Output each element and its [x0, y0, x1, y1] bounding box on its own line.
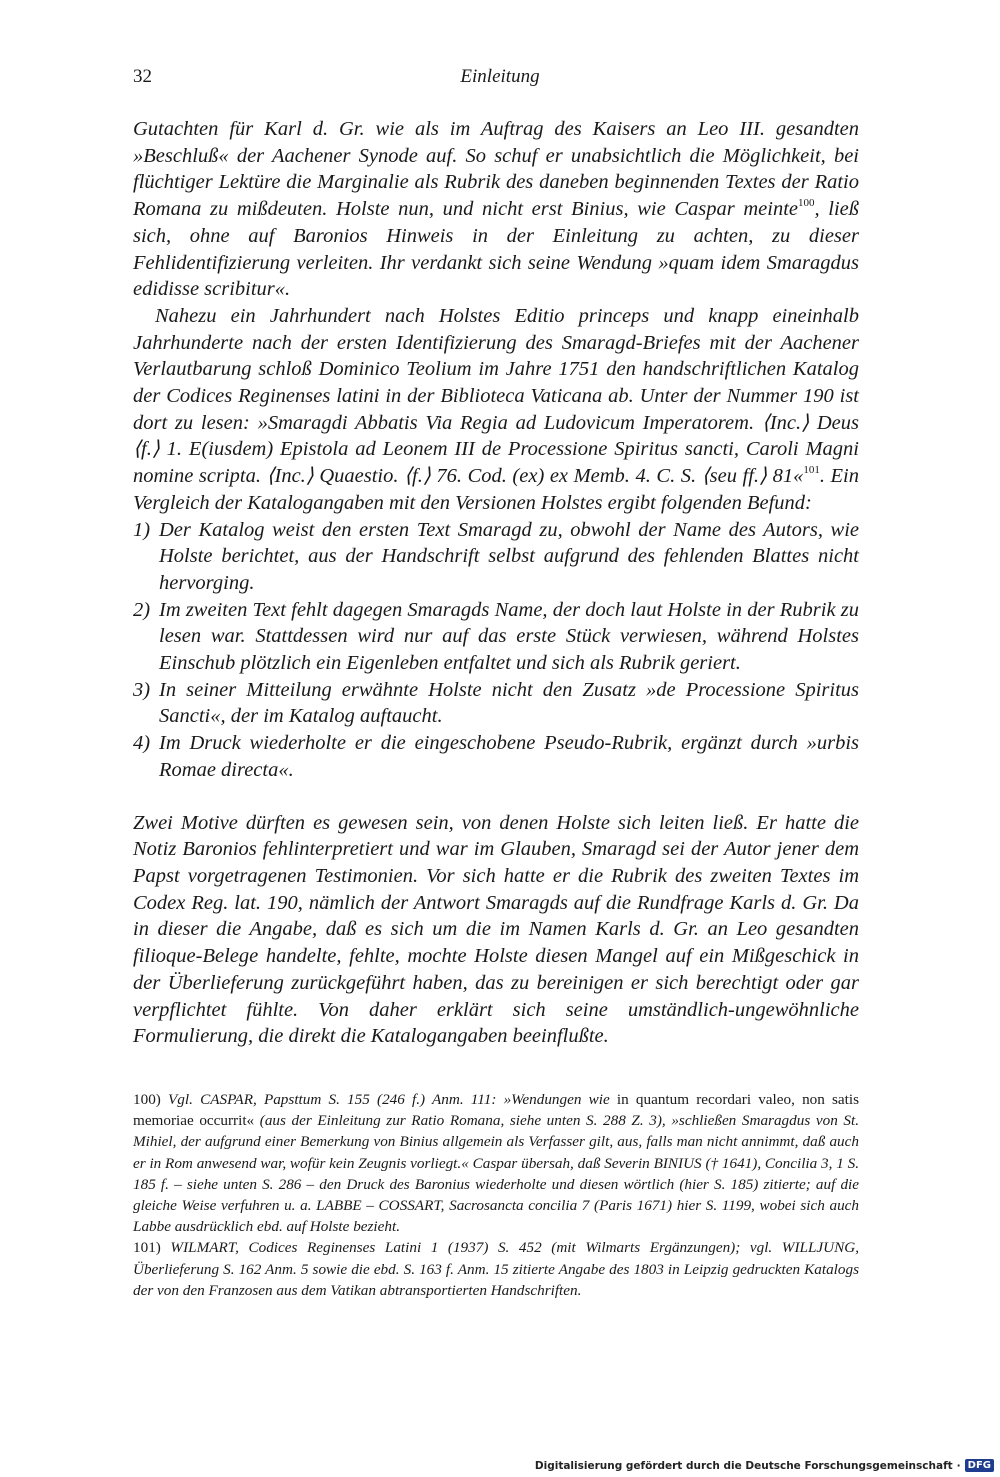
footnote-ref-101[interactable]: 101	[803, 464, 820, 477]
digitization-credit	[535, 1459, 994, 1472]
paragraph-1-text: Gutachten für Karl d. Gr. wie als im Auftrag des Kaisers an Leo III. gesandten »Beschluß« der Aachener Synode auf. So schuf er unabsichtlich die Möglichkeit, bei flüchtiger Lektüre die Marginalie als Rubrik des daneben beginnenden Textes der Ratio Romana zu mißdeuten. Holste nun, und nicht erst Binius, wie Caspar meinte	[133, 118, 859, 221]
list-item-text: Der Katalog weist den ersten Text Smaragd zu, obwohl der Name des Autors, wie Holste berichtet, aus der Handschrift selbst aufgrund des fehlenden Blattes nicht hervorging.	[159, 518, 859, 594]
dfg-logo: DFG	[965, 1459, 994, 1472]
list-item	[133, 730, 859, 783]
list-item-number: 1)	[133, 518, 151, 541]
page-number: 32	[133, 66, 152, 87]
findings-list	[133, 517, 859, 784]
footnote-100	[133, 1089, 859, 1237]
credit-text: Digitalisierung gefördert durch die Deutsche Forschungsgemeinschaft	[534, 1459, 953, 1472]
body-text	[133, 116, 859, 1050]
footnote-ref-100[interactable]: 100	[797, 197, 815, 210]
running-head: Einleitung	[460, 66, 540, 87]
paragraph-1	[133, 116, 859, 303]
footnote-100-part-a: Vgl. CASPAR, Papsttum S. 155 (246 f.) Anm. 111: »Wendungen wie	[168, 1091, 610, 1108]
list-item	[133, 677, 859, 730]
paragraph-2-text: Nahezu ein Jahrhundert nach Holstes Editio princeps und knapp eineinhalb Jahrhunderte nach der ersten Identifizierung des Smaragd-Briefes mit der Aachener Verlautbarung schloß Dominico Teolium im Jahre 1751 den handschriftlichen Katalog der Codices Reginenses latini in der Biblioteca Vaticana ab. Unter der Nummer 190 ist dort zu lesen: »Smaragdi Abbatis Via Regia ad Ludovicum Imperatorem. ⟨Inc.⟩ Deus ⟨f.⟩ 1. E(iusdem) Epistola ad Leonem III de Processione Spiritus sancti, Caroli Magni nomine scripta. ⟨Inc.⟩ Quaestio. ⟨f.⟩ 76. Cod. (ex) ex Memb. 4. C. S. ⟨seu ff.⟩ 81«	[133, 304, 859, 488]
paragraph-1-tail: , ließ sich, ohne auf Baronios Hinweis in der Einleitung zu achten, zu dieser Fehlidentifizierung verleiten. Ihr verdankt sich seine Wendung »quam idem Smaragdus edidisse scribitur«.	[133, 198, 859, 301]
paragraph-3: Zwei Motive dürften es gewesen sein, von denen Holste sich leiten ließ. Er hatte die Notiz Baronios fehlinterpretiert und war im Glauben, Smaragd sei der Autor jener dem Papst vorgetragenen Testimonien. Vor sich hatte er die Rubrik des zweiten Textes im Codex Reg. lat. 190, nämlich der Antwort Smaragds auf die Rundfrage Karls d. Gr. Da in dieser die Angabe, daß es sich um die im Namen Karls d. Gr. an Leo gesandten filioque-Belege handelte, fehlte, mochte Holste diesen Mangel auf ein Mißgeschick in der Überlieferung zurückgeführt haben, das zu bereinigen er sich berechtigt oder gar verpflichtet fühlte. Von daher erklärt sich seine umständlich-ungewöhnliche Formulierung, die direkt die Katalogangaben beeinflußte.	[133, 811, 859, 1048]
footnote-number: 100)	[133, 1091, 161, 1108]
footnote-number: 101)	[133, 1239, 161, 1257]
list-item-number: 3)	[133, 678, 151, 701]
paragraph-gap	[133, 784, 859, 810]
list-item-text: Im zweiten Text fehlt dagegen Smaragds Name, der doch laut Holste in der Rubrik zu lesen war. Stattdessen wird nur auf das erste Stück verwiesen, während Holstes Einschub plötzlich ein Eigenleben entfaltet und sich als Rubrik geriert.	[159, 598, 859, 675]
paragraph-2	[133, 303, 859, 517]
footnote-101-text: WILMART, Codices Reginenses Latini 1 (1937) S. 452 (mit Wilmarts Ergänzungen); vgl. WILLJUNG, Überlieferung S. 162 Anm. 5 sowie die ebd. S. 163 f. Anm. 15 zitierte Angabe des 1803 in Leipzig gedruckten Katalogs der von den Franzosen aus dem Vatikan abtransportierten Handschriften.	[133, 1239, 859, 1299]
footnotes	[133, 1089, 859, 1301]
footnote-100-part-c: (aus der Einleitung zur Ratio Romana, siehe unten S. 288 Z. 3), »schließen Smaragdus von St. Mihiel, der aufgrund einer Bemerkung von Binius allgemein als Verfasser gilt, aus, falls man nicht annimmt, daß auch er in Rom anwesend war, wofür kein Zeugnis vorliegt.« Caspar übersah, daß Severin BINIUS († 1641), Concilia 3, 1 S. 185 f. – siehe unten S. 286 – den Druck des Baronius wiederholte und diesen wörtlich (hier S. 185) zitierte; auf die gleiche Weise verfuhren u. a. LABBE – COSSART, Sacrosancta concilia 7 (Paris 1671) hier S. 1199, wobei sich auch Labbe ausdrücklich ebd. auf Holste bezieht.	[133, 1112, 860, 1236]
footnote-100-quote: in quantum recordari valeo, non satis memoriae occurrit«	[133, 1091, 860, 1130]
credit-separator: ·	[956, 1459, 961, 1472]
list-item-text: In seiner Mitteilung erwähnte Holste nicht den Zusatz »de Processione Spiritus Sancti«, der im Katalog auftaucht.	[159, 678, 859, 728]
list-item-number: 4)	[133, 732, 151, 755]
list-item	[133, 597, 859, 677]
list-item	[133, 517, 859, 597]
footnote-101	[133, 1237, 859, 1301]
list-item-text: Im Druck wiederholte er die eingeschobene Pseudo-Rubrik, ergänzt durch »urbis Romae directa«.	[159, 732, 859, 781]
paragraph-2-tail: . Ein Vergleich der Katalogangaben mit den Versionen Holstes ergibt folgenden Befund:	[133, 465, 859, 514]
list-item-number: 2)	[133, 598, 151, 621]
